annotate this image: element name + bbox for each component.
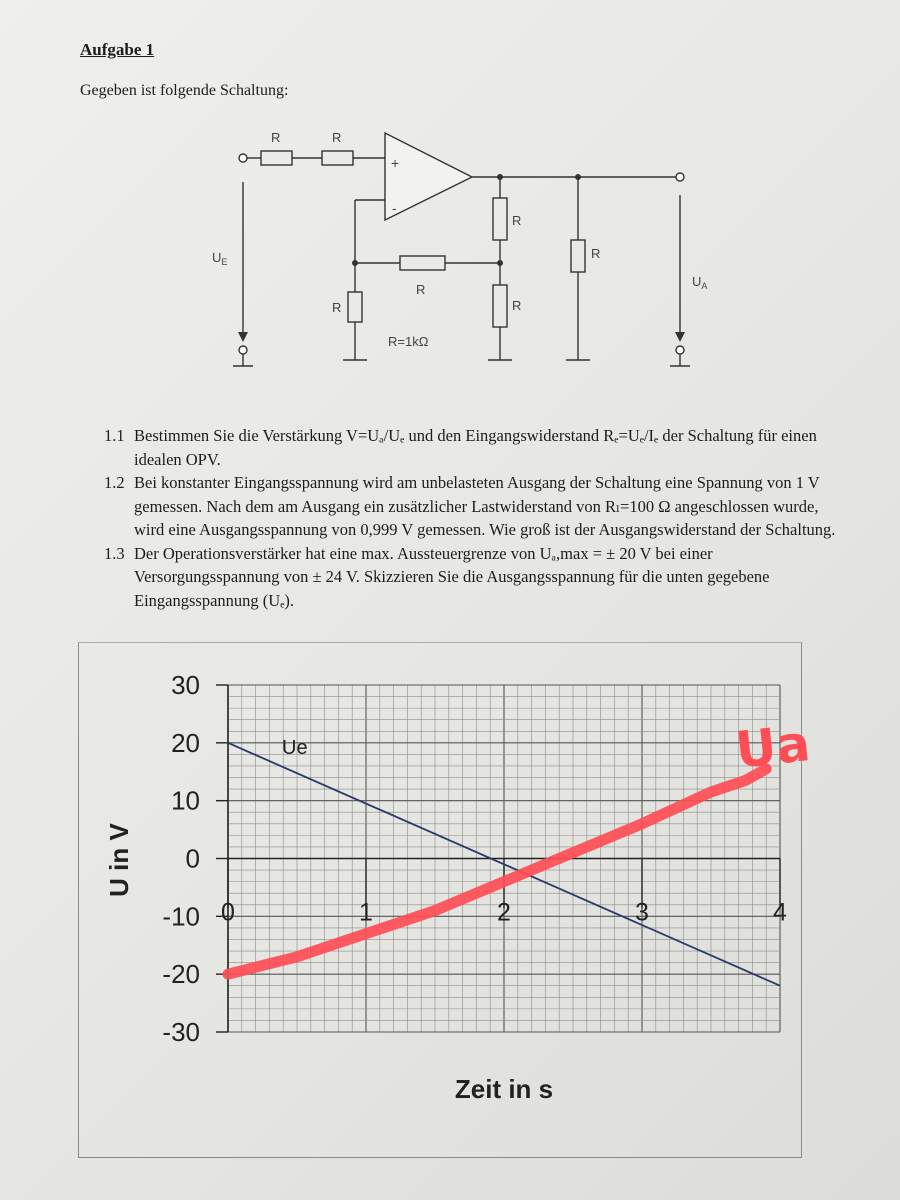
given-text: Gegeben ist folgende Schaltung: xyxy=(80,82,289,99)
label-r-value: R=1kΩ xyxy=(388,334,429,349)
label-r-ground: R xyxy=(332,300,342,315)
task-number: 1.2 xyxy=(104,473,125,492)
opamp-minus-label: - xyxy=(392,200,397,216)
task-number: 1.1 xyxy=(104,426,125,445)
x-tick-label: 3 xyxy=(635,898,649,927)
task-number: 1.3 xyxy=(104,543,125,563)
y-tick-label: -20 xyxy=(162,959,200,990)
y-tick-label: -30 xyxy=(162,1017,200,1047)
y-tick-label: 10 xyxy=(171,785,200,816)
task-text: Bestimmen Sie die Verstärkung V=Uₐ/Uₑ und den Eingangswiderstand Rₑ=Uₑ/Iₑ der Schaltung für einen idealen OPV. xyxy=(134,426,817,469)
label-ue: $U_E$ xyxy=(212,250,228,267)
opamp-plus-label: + xyxy=(391,155,400,171)
x-tick-label: 0 xyxy=(221,898,235,927)
label-r-feedback: R xyxy=(416,282,426,297)
y-tick-label: 20 xyxy=(171,727,200,758)
label-r-load: R xyxy=(591,246,601,261)
label-r2: R xyxy=(332,130,342,145)
x-axis-label: Zeit in s xyxy=(454,1074,554,1104)
label-r-div-bottom: R xyxy=(512,298,522,313)
y-tick-label: -10 xyxy=(162,901,200,932)
y-axis-label: U in V xyxy=(104,823,134,897)
series-label-ue: Ue xyxy=(282,737,308,759)
label-ua: $U_A$ xyxy=(692,274,708,291)
task-text: Bei konstanter Eingangsspannung wird am unbelasteten Ausgang der Schaltung eine Spannung von 1 V gemessen. Nach dem am Ausgang ein zusätzlicher Lastwiderstand von Rₗ=100 Ω angeschlossen wurde, wird eine Ausgangsspannung von 0,999 V gemessen. Wie groß ist der Ausgangswiderstand der Schaltung. xyxy=(134,473,836,539)
y-tick-label: 30 xyxy=(171,670,200,700)
y-tick-label: 0 xyxy=(185,843,200,874)
label-r1: R xyxy=(271,130,281,145)
x-tick-label: 1 xyxy=(359,898,373,927)
series-label-ua: Ua xyxy=(732,714,813,780)
x-tick-label: 4 xyxy=(773,898,787,927)
x-tick-label: 2 xyxy=(497,898,511,927)
task-text: Der Operationsverstärker hat eine max. Aussteuergrenze von Uₐ,max = ± 20 V bei einer Versorgungsspannung von ± 24 V. Skizzieren Sie die Ausgangsspannung für die unten gegebene Eingangsspannung (Uₑ). xyxy=(134,543,770,610)
task-title: Aufgabe 1 xyxy=(80,40,155,59)
label-r-div-top: R xyxy=(512,213,522,228)
